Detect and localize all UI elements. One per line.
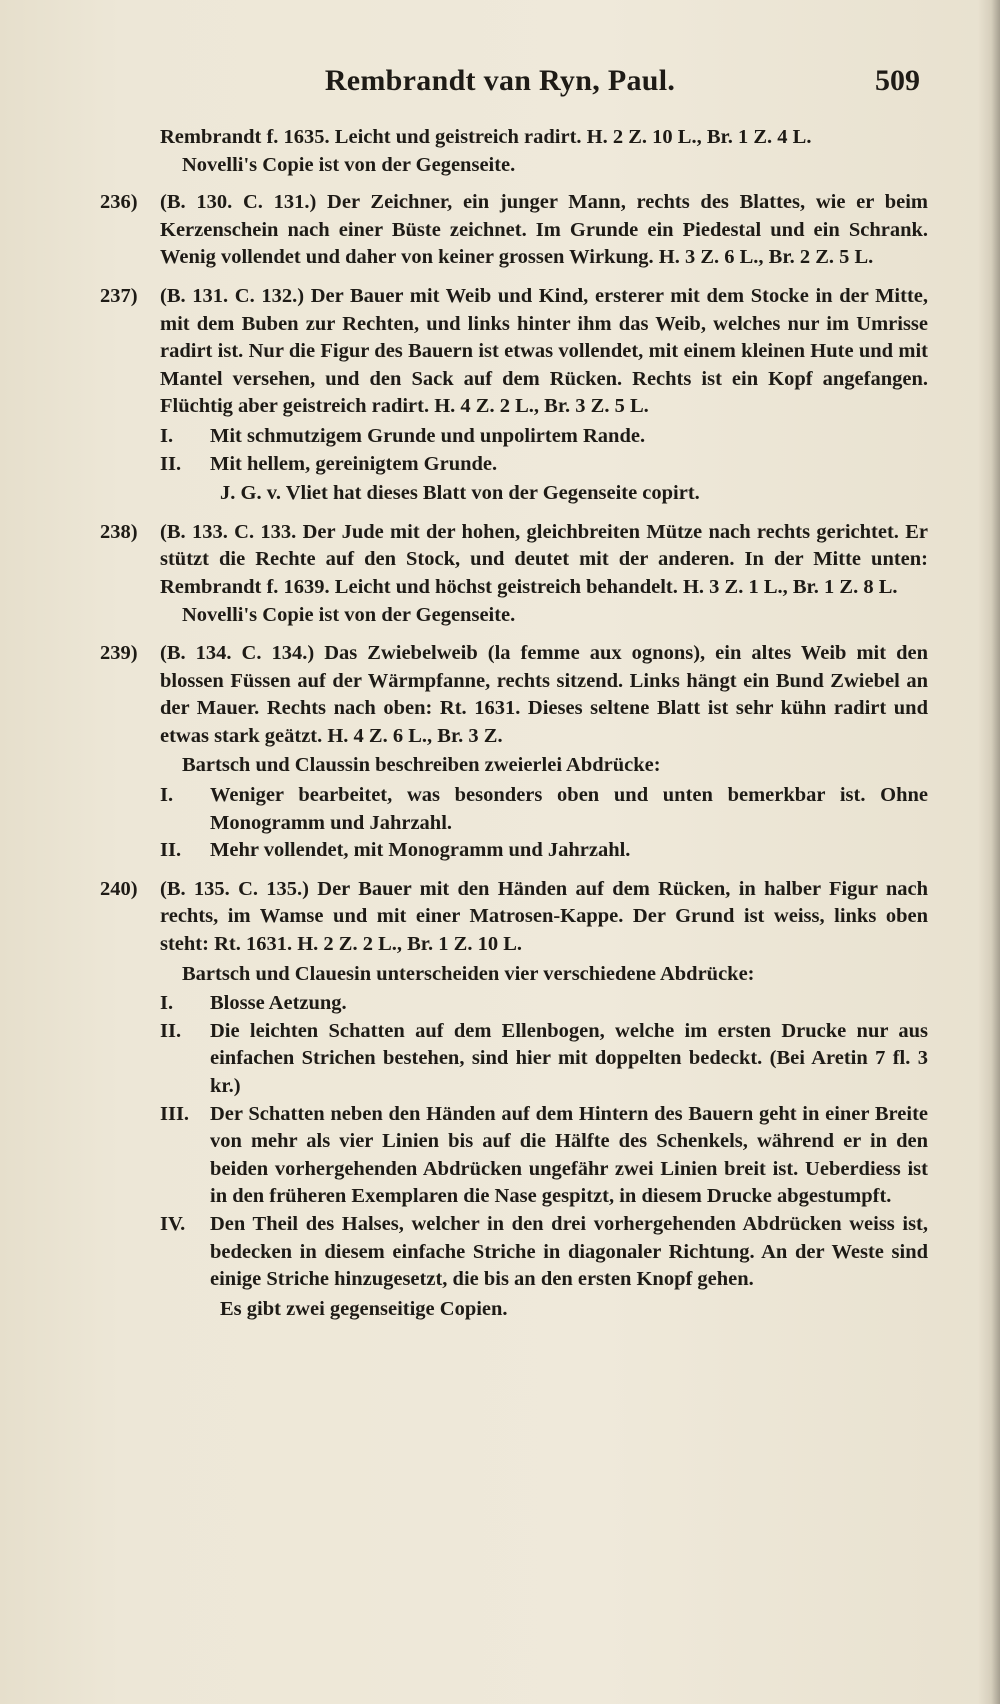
entry-note: J. G. v. Vliet hat dieses Blatt von der Gegenseite copirt. (220, 482, 700, 505)
state-item (160, 837, 928, 865)
state-numeral: I. (160, 784, 174, 807)
entry-lead: Bartsch und Clauesin unterscheiden vier verschiedene Abdrücke: (182, 962, 755, 985)
intro-text: Rembrandt f. 1635. Leicht und geistreich radirt. H. 2 Z. 10 L., Br. 1 Z. 4 L. (160, 126, 812, 148)
intro-block (100, 124, 928, 179)
entry-text: (B. 130. C. 131.) Der Zeichner, ein junger Mann, rechts des Blattes, wie er beim Kerzenschein nach einer Büste zeichnet. Im Grunde ein Piedestal und ein Schrank. Wenig vollendet und daher von keiner grossen Wirkung. H. 3 Z. 6 L., Br. 2 Z. 5 L. (160, 191, 928, 269)
entry-text: (B. 134. C. 134.) Das Zwiebelweib (la femme aux ognons), ein altes Weib mit den blossen Füssen auf der Wärmpfanne, rechts sitzend. Links hängt ein Bund Zwiebel an der Mauer. Rechts nach oben: Rt. 1631. Dieses seltene Blatt ist sehr kühn radirt und etwas stark geätzt. H. 4 Z. 6 L., Br. 3 Z. (160, 642, 928, 747)
page-number: 509 (875, 64, 920, 97)
state-numeral: III. (160, 1102, 190, 1125)
page-header (60, 62, 940, 112)
state-item (160, 1211, 928, 1294)
state-item (160, 423, 928, 451)
entry-lead: Bartsch und Claussin beschreiben zweierlei Abdrücke: (182, 754, 661, 777)
state-list (160, 423, 928, 478)
state-text: Der Schatten neben den Händen auf dem Hintern des Bauern geht in einer Breite von mehr als vier Linien bis auf die Hälfte des Schenkels, während er in den beiden vorhergehenden Abdrücken ungefähr zwei Linien breit ist. Ueberdiess ist in den früheren Exemplaren die Nase gespitzt, in diesem Drucke abgestumpft. (210, 1102, 928, 1208)
state-numeral: I. (160, 424, 174, 447)
state-text: Den Theil des Halses, welcher in den drei vorhergehenden Abdrücken weiss ist, bedecken in diesem einfache Striche in diagonaler Richtung. An der Weste sind einige Striche hinzugesetzt, die bis an den ersten Knopf gehen. (210, 1212, 928, 1291)
state-numeral: II. (160, 839, 182, 862)
entry-text: (B. 133. C. 133. Der Jude mit der hohen, gleichbreiten Mütze nach rechts gerichtet. Er stützt die Rechte auf den Stock, und deutet mit der anderen. In der Mitte unten: Rembrandt f. 1639. Leicht und höchst geistreich behandelt. H. 3 Z. 1 L., Br. 1 Z. 8 L. (160, 520, 928, 598)
page-body (100, 124, 928, 1334)
state-numeral: II. (160, 1019, 182, 1042)
state-text: Mit hellem, gereinigtem Grunde. (210, 452, 498, 475)
state-item (160, 451, 928, 479)
state-text: Mit schmutzigem Grunde und unpolirtem Rande. (210, 424, 646, 447)
state-item (160, 990, 928, 1018)
intro-note: Novelli's Copie ist von der Gegenseite. (182, 153, 516, 176)
state-text: Mehr vollendet, mit Monogramm und Jahrzahl. (210, 839, 631, 862)
catalogue-entry-237 (100, 283, 928, 508)
entry-note: Novelli's Copie ist von der Gegenseite. (182, 603, 516, 626)
entry-number: 239) (100, 642, 138, 665)
catalogue-entry-240 (100, 876, 928, 1324)
state-numeral: I. (160, 992, 174, 1015)
state-numeral: IV. (160, 1212, 186, 1235)
entry-number: 240) (100, 877, 138, 900)
state-text: Die leichten Schatten auf dem Ellenbogen, welche im ersten Drucke nur aus einfachen Strichen bestehen, sind hier mit doppelten bedeckt. (Bei Aretin 7 fl. 3 kr.) (210, 1019, 928, 1097)
state-item (160, 782, 928, 837)
catalogue-entry-239 (100, 640, 928, 865)
state-list (160, 782, 928, 865)
state-numeral: II. (160, 452, 182, 475)
entry-number: 237) (100, 284, 138, 307)
running-head: Rembrandt van Ryn, Paul. (324, 64, 676, 97)
page-edge-shadow (978, 0, 1000, 1704)
entry-number: 236) (100, 191, 138, 214)
state-item (160, 1018, 928, 1101)
state-list (160, 990, 928, 1294)
catalogue-entry-238 (100, 519, 928, 629)
entry-text: (B. 131. C. 132.) Der Bauer mit Weib und Kind, ersterer mit dem Stocke in der Mitte, mit dem Buben zur Rechten, und links hinter ihm das Weib, welches nur im Umrisse radirt ist. Nur die Figur des Bauern ist etwas vollendet, mit einem kleinen Hute und mit Mantel versehen, und den Sack auf dem Rücken. Rechts ist ein Kopf angefangen. Flüchtig aber geistreich radirt. H. 4 Z. 2 L., Br. 3 Z. 5 L. (160, 284, 928, 418)
entry-number: 238) (100, 520, 138, 543)
entry-text: (B. 135. C. 135.) Der Bauer mit den Händen auf dem Rücken, in halber Figur nach rechts, im Wamse und mit einer Matrosen-Kappe. Der Grund ist weiss, links oben steht: Rt. 1631. H. 2 Z. 2 L., Br. 1 Z. 10 L. (160, 877, 928, 956)
entry-note: Es gibt zwei gegenseitige Copien. (220, 1297, 508, 1320)
catalogue-entry-236 (100, 189, 928, 272)
state-item (160, 1101, 928, 1211)
state-text: Weniger bearbeitet, was besonders oben und unten bemerkbar ist. Ohne Monogramm und Jahrzahl. (210, 784, 928, 834)
state-text: Blosse Aetzung. (210, 992, 347, 1015)
